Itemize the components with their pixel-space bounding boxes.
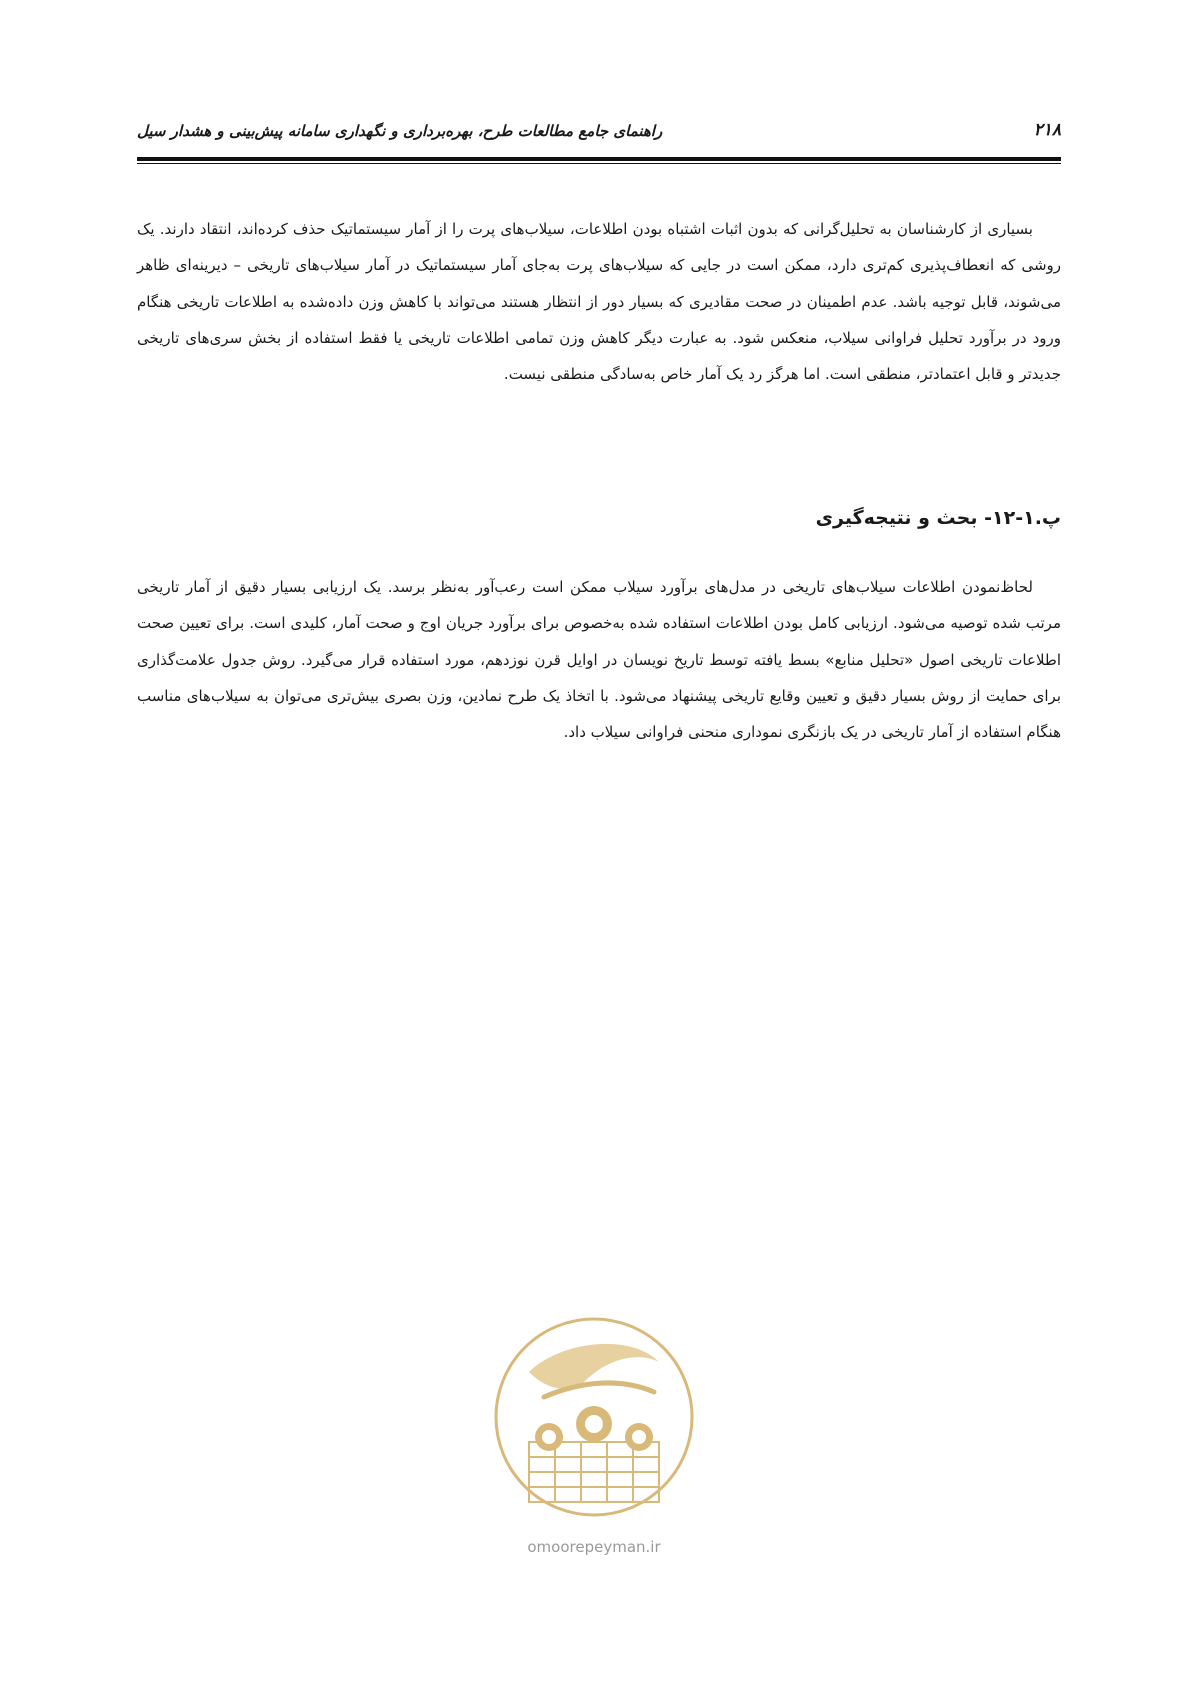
running-title: راهنمای جامع مطالعات طرح، بهره‌برداری و نگهداری سامانه پیش‌بینی و هشدار سیل xyxy=(137,122,663,140)
header-rule xyxy=(137,157,1061,161)
page-header xyxy=(137,112,1061,152)
watermark-logo xyxy=(489,1312,699,1562)
body-paragraph-2: لحاظ‌نمودن اطلاعات سیلاب‌های تاریخی در مدل‌های برآورد سیلاب ممکن است رعب‌آور به‌نظر برسد. یک ارزیابی بسیار دقیق از آمار تاریخی مرتب شده توصیه می‌شود. ارزیابی کامل بودن اطلاعات استفاده شده به‌خصوص برای برآورد جریان اوج و صحت آمار، کلیدی است. برای تعیین صحت اطلاعات تاریخی اصول «تحلیل منابع» بسط یافته توسط تاریخ نویسان در اوایل قرن نوزدهم، مورد استفاده قرار می‌گیرد. روش جدول علامت‌گذاری برای حمایت از روش بسیار دقیق و تعیین وقایع تاریخی پیشنهاد می‌شود. با اتخاذ یک طرح نمادین، وزن بصری بیش‌تری می‌توان به سیلاب‌های مناسب هنگام استفاده از آمار تاریخی در یک بازنگری نموداری منحنی فراوانی سیلاب داد. xyxy=(137,578,1061,742)
watermark-seal-icon xyxy=(489,1312,699,1532)
body-paragraph-1: بسیاری از کارشناسان به تحلیل‌گرانی که بدون اثبات اشتباه بودن اطلاعات، سیلاب‌های پرت را از آمار سیستماتیک حذف کرده‌اند، انتقاد دارند. یک روشی که انعطاف‌پذیری کم‌تری دارد، ممکن است در جایی که سیلاب‌های پرت به‌جای آمار سیستماتیک در آمار سیلاب‌های تاریخی – دیرینه‌ای ظاهر می‌شوند، قابل توجیه باشد. عدم اطمینان در صحت مقادیری که بسیار دور از انتظار هستند می‌تواند با کاهش وزن داده‌شده به اطلاعات تاریخی هنگام ورود در برآورد تحلیل فراوانی سیلاب، منعکس شود. به عبارت دیگر کاهش وزن تمامی اطلاعات تاریخی یا فقط استفاده از بخش سری‌های تاریخی جدیدتر و قابل اعتمادتر، منطقی است. اما هرگز رد یک آمار خاص به‌سادگی منطقی نیست. xyxy=(137,220,1061,384)
watermark-caption: omoorepeyman.ir xyxy=(527,1538,661,1556)
page-number: ۲۱۸ xyxy=(1033,120,1061,140)
section-heading: پ.۱-۱۲- بحث و نتیجه‌گیری xyxy=(815,507,1061,529)
header-rule-thin xyxy=(137,163,1061,164)
